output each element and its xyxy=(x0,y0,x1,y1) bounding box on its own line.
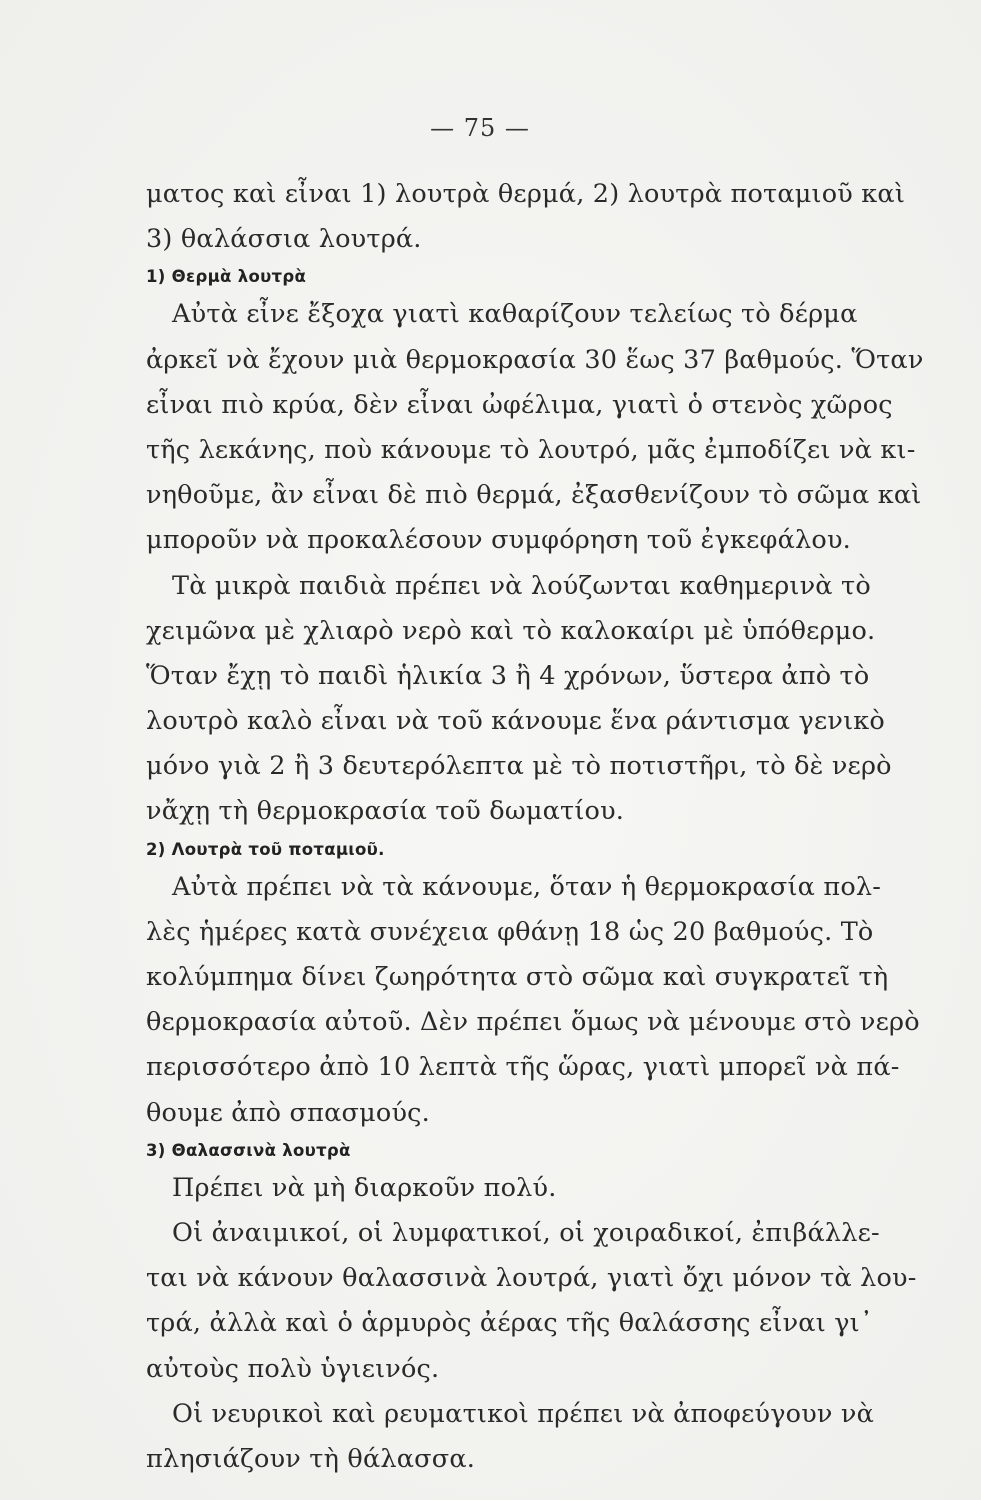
text-line: ται νὰ κάνουν θαλασσινὰ λουτρά, γιατὶ ὄχι μόνον τὰ λου- xyxy=(146,1263,917,1294)
text-line: τρά, ἀλλὰ καὶ ὁ ἁρμυρὸς ἀέρας τῆς θαλάσσης εἶναι γι᾿ xyxy=(146,1308,873,1339)
text-line: Αὐτὰ εἶνε ἔξοχα γιατὶ καθαρίζουν τελείως τὸ δέρμα xyxy=(172,299,858,330)
text-line: ἀρκεῖ νὰ ἔχουν μιὰ θερμοκρασία 30 ἕως 37 βαθμούς. Ὅταν xyxy=(146,344,924,375)
text-line: κολύμπημα δίνει ζωηρότητα στὸ σῶμα καὶ συγκρατεῖ τὴ xyxy=(146,962,889,992)
text-line: ματος καὶ εἶναι 1) λουτρὰ θερμά, 2) λουτρὰ ποταμιοῦ καὶ xyxy=(146,179,906,209)
text-line: μόνο γιὰ 2 ἢ 3 δευτερόλεπτα μὲ τὸ ποτιστῆρι, τὸ δὲ νερὸ xyxy=(146,751,892,782)
section-heading-river-baths: 2) Λουτρὰ τοῦ ποταμιοῦ. xyxy=(146,839,385,859)
text-line: πλησιάζουν τὴ θάλασσα. xyxy=(146,1443,476,1474)
text-line: Ὅταν ἔχῃ τὸ παιδὶ ἡλικία 3 ἢ 4 χρόνων, ὕστερα ἀπὸ τὸ xyxy=(146,660,870,691)
text-line: νηθοῦμε, ἂν εἶναι δὲ πιὸ θερμά, ἐξασθενίζουν τὸ σῶμα καὶ xyxy=(146,480,922,511)
text-line: τῆς λεκάνης, ποὺ κάνουμε τὸ λουτρό, μᾶς ἐμποδίζει νὰ κι- xyxy=(146,434,916,465)
text-line: Οἱ νευρικοὶ καὶ ρευματικοὶ πρέπει νὰ ἀποφεύγουν νὰ xyxy=(172,1398,875,1429)
page-number: — 75 — xyxy=(430,114,530,142)
text-line: θερμοκρασία αὐτοῦ. Δὲν πρέπει ὅμως νὰ μένουμε στὸ νερὸ xyxy=(146,1007,920,1038)
text-line: νἄχῃ τὴ θερμοκρασία τοῦ δωματίου. xyxy=(146,796,625,827)
text-line: λουτρὸ καλὸ εἶναι νὰ τοῦ κάνουμε ἕνα ράντισμα γενικὸ xyxy=(146,706,885,737)
text-line: Οἱ ἀναιμικοί, οἱ λυμφατικοί, οἱ χοιραδικοί, ἐπιβάλλε- xyxy=(172,1217,880,1248)
page-body xyxy=(146,172,924,1482)
text-line: χειμῶνα μὲ χλιαρὸ νερὸ καὶ τὸ καλοκαίρι μὲ ὑπόθερμο. xyxy=(146,615,876,646)
section-heading-thermal-baths: 1) Θερμὰ λουτρὰ xyxy=(146,267,307,287)
text-line: Πρέπει νὰ μὴ διαρκοῦν πολύ. xyxy=(172,1172,557,1203)
text-line: Τὰ μικρὰ παιδιὰ πρέπει νὰ λούζωνται καθημερινὰ τὸ xyxy=(172,570,871,601)
text-line: μποροῦν νὰ προκαλέσουν συμφόρηση τοῦ ἐγκεφάλου. xyxy=(146,525,851,556)
text-line: θουμε ἀπὸ σπασμούς. xyxy=(146,1097,430,1128)
text-line: λὲς ἡμέρες κατὰ συνέχεια φθάνῃ 18 ὡς 20 βαθμούς. Τὸ xyxy=(146,916,874,947)
text-line: 3) θαλάσσια λουτρά. xyxy=(146,224,422,255)
text-line: Αὐτὰ πρέπει νὰ τὰ κάνουμε, ὅταν ἡ θερμοκρασία πολ- xyxy=(172,871,882,902)
text-line: εἶναι πιὸ κρύα, δὲν εἶναι ὠφέλιμα, γιατὶ ὁ στενὸς χῶρος xyxy=(146,389,893,420)
section-heading-sea-baths: 3) Θαλασσινὰ λουτρὰ xyxy=(146,1140,351,1160)
text-line: περισσότερο ἀπὸ 10 λεπτὰ τῆς ὥρας, γιατὶ μπορεῖ νὰ πά- xyxy=(146,1052,900,1083)
text-line: αὐτοὺς πολὺ ὑγιεινός. xyxy=(146,1353,440,1384)
